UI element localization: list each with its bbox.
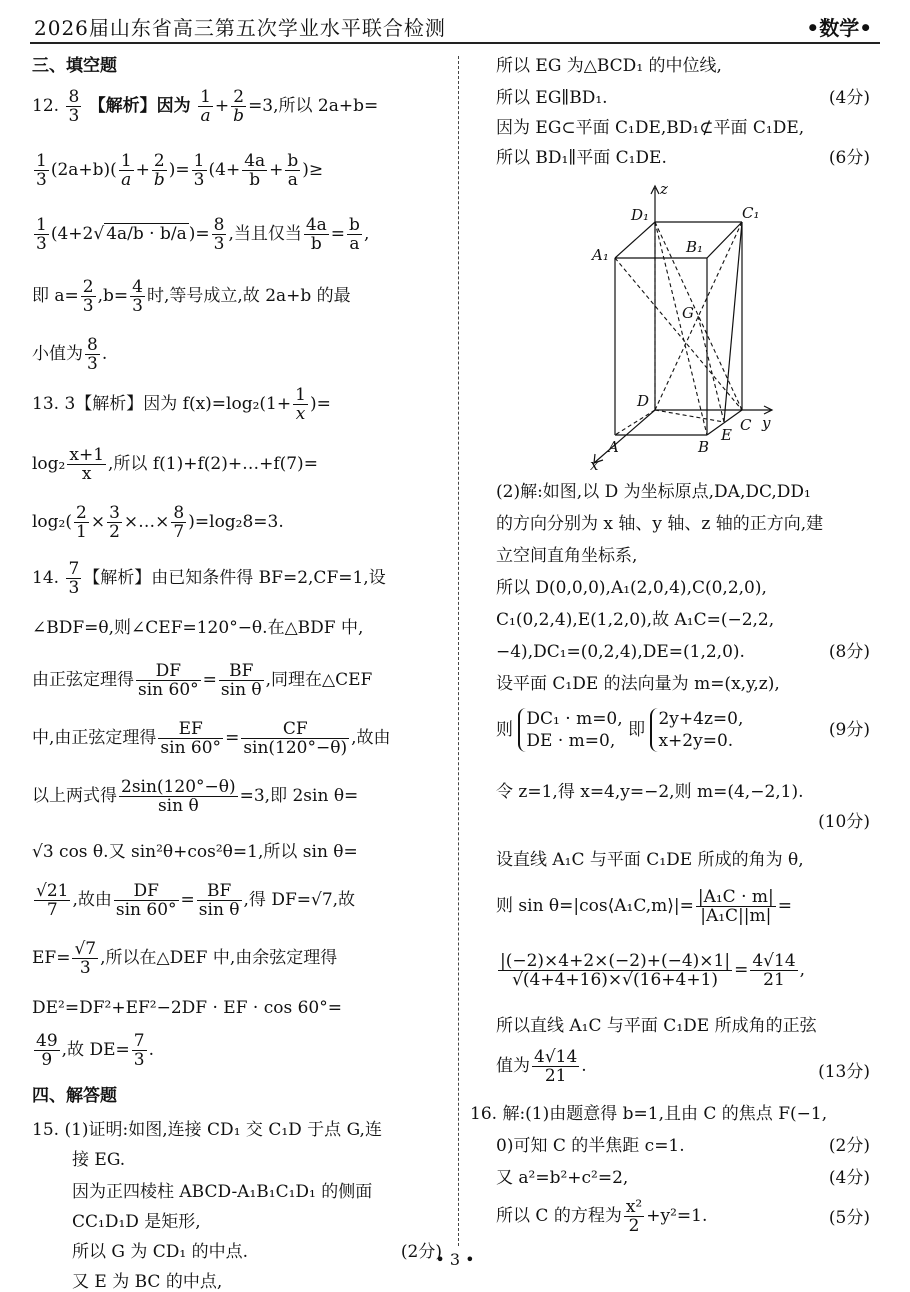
p2-line14: 值为 $\frac{4√14}{21}$ . [496,1047,587,1086]
p2-line13: 所以直线 A₁C 与平面 C₁DE 所成角的正弦 [496,1016,817,1036]
p2-score-8: (8分) [828,642,870,662]
label-C1: C₁ [742,204,760,222]
p2-line1: (2)解:如图,以 D 为坐标原点,DA,DC,DD₁ [496,482,811,502]
p2-line4: 所以 D(0,0,0),A₁(2,0,4),C(0,2,0), [496,578,767,598]
q15-score-2: (2分) [400,1242,442,1262]
p2-score-10: (10分) [818,812,870,832]
p2-score-9: (9分) [828,720,870,740]
subject-label: •数学• [806,16,872,40]
exam-title: 2026届山东省高三第五次学业水平联合检测 [34,16,446,40]
page-number: • 3 • [435,1250,475,1269]
q16-line1: 16. 解:(1)由题意得 b=1,且由 C 的焦点 F(−1, [470,1104,828,1124]
q16-score-2: (2分) [828,1136,870,1156]
p2-line9: 令 z=1,得 x=4,y=−2,则 m=(4,−2,1). [496,782,804,802]
q14-line1: 14. $\frac{7}{3}$ 【解析】由已知条件得 BF=2,CF=1,设 [32,559,386,598]
r-line1: 所以 EG 为△BCD₁ 的中位线, [496,56,722,76]
q14-line5: 以上两式得 $\frac{2\sin(120^\circ-\theta)}{\text{sin θ}}$ =3,即 2sin θ= [32,777,359,816]
equation-system: 则 DC₁ · m=0, DE · m=0, 即 2y+4z=0, x+2y=0. [496,709,744,751]
label-x: x [590,456,599,470]
q16-line3: 又 a²=b²+c²=2, [496,1168,629,1188]
q14-line2: ∠BDF=θ,则∠CEF=120°−θ.在△BDF 中, [32,618,364,638]
q15-line5: 所以 G 为 CD₁ 的中点. [72,1242,249,1262]
label-B: B [698,438,710,456]
q15-line6: 又 E 为 BC 的中点, [72,1272,223,1292]
q14-line7: $\frac{√21}{7}$ ,故由 $\frac{DF}{\sin 60^\circ}$ = $\frac{BF}{\text{sin θ}}$ ,得 DF=√7,故 [36,881,356,920]
label-D1: D₁ [631,206,650,224]
prism-figure [590,180,790,470]
p2-line6: −4),DC₁=(0,2,4),DE=(1,2,0). [496,642,745,662]
q12-line1: 12. $\frac{8}{3}$ 【解析】因为 $\frac{1}{a}$ + $\frac{2}{b}$ =3,所以 2a+b= [32,87,379,126]
r-line2: 所以 EG∥BD₁. [496,88,608,108]
q16-score-4: (4分) [828,1168,870,1188]
q13-line3: log₂( $\frac{2}{1}$ × $\frac{3}{2}$ ×…× $\frac{8}{7}$ )=log₂8=3. [32,503,284,542]
p2-line12: $\frac{|(-2)\times 4+2\times(-2)+(-4)\times 1|}{√(4+4+16)\times√(16+4+1)}$ = $\frac{4√14}{21}$ , [500,951,806,990]
label-A1: A₁ [592,246,609,264]
q14-line3: 由正弦定理得 $\frac{DF}{\sin 60^\circ}$ = $\frac{BF}{\text{sin θ}}$ ,同理在△CEF [32,661,373,700]
p2-line10: 设直线 A₁C 与平面 C₁DE 所成的角为 θ, [496,850,804,870]
q16-line2: 0)可知 C 的半焦距 c=1. [496,1136,685,1156]
p2-score-13: (13分) [818,1062,870,1082]
r-score-6: (6分) [828,148,870,168]
p2-line5: C₁(0,2,4),E(1,2,0),故 A₁C=(−2,2, [496,610,775,630]
q15-line2: 接 EG. [72,1150,126,1170]
q13-line1: 13. 3【解析】因为 f(x)=log₂(1+ $\frac{1}{x}$ )= [32,385,331,424]
label-E: E [721,426,732,444]
r-score-4: (4分) [828,88,870,108]
r-line4: 所以 BD₁∥平面 C₁DE. [496,148,667,168]
q16-score-5: (5分) [828,1208,870,1228]
q12-line2: $\frac{1}{3}$ (2a+b)( $\frac{1}{a}$ + $\frac{2}{b}$ )= $\frac{1}{3}$ (4+ $\frac{4a}{b}$ + $\frac{b}{a}$ )≥ [36,151,324,190]
label-y: y [762,414,771,432]
q15-line3: 因为正四棱柱 ABCD-A₁B₁C₁D₁ 的侧面 [72,1182,373,1202]
section-answer-heading: 四、解答题 [32,1086,117,1106]
q15-line1: 15. (1)证明:如图,连接 CD₁ 交 C₁D 于点 G,连 [32,1120,382,1140]
label-z: z [660,180,668,198]
label-C: C [740,416,752,434]
q12-line4: 即 a= $\frac{2}{3}$ ,b= $\frac{4}{3}$ 时,等号成立,故 2a+b 的最 [32,277,351,316]
section-fill-in-heading: 三、填空题 [32,56,117,76]
label-B1: B₁ [686,238,704,256]
column-divider [458,56,459,1246]
label-G: G [682,304,694,322]
q14-line4: 中,由正弦定理得 $\frac{EF}{\sin 60^\circ}$ = $\frac{CF}{\sin(120^\circ-\theta)}$ ,故由 [32,719,391,758]
q13-line2: log₂ $\frac{x+1}{x}$ ,所以 f(1)+f(2)+…+f(7)= [32,445,318,484]
r-line3: 因为 EG⊂平面 C₁DE,BD₁⊄平面 C₁DE, [496,118,805,138]
q14-line9: DE²=DF²+EF²−2DF · EF · cos 60°= [32,998,342,1018]
label-D: D [637,392,650,410]
q14-line10: $\frac{49}{9}$ ,故 DE= $\frac{7}{3}$ . [36,1031,154,1070]
q12-line3: $\frac{1}{3}$ (4+2√ 4a/b · b/a )= $\frac{8}{3}$ ,当且仅当 $\frac{4a}{b}$ = $\frac{b}{a}$ , [36,215,370,254]
p2-line2: 的方向分别为 x 轴、y 轴、z 轴的正方向,建 [496,514,824,534]
q15-line4: CC₁D₁D 是矩形, [72,1212,201,1232]
q16-line4: 所以 C 的方程为 $\frac{\text{x²}}{2}$ +y²=1. [496,1197,708,1236]
label-A: A [608,438,619,456]
q14-line8: EF= $\frac{√7}{3}$ ,所以在△DEF 中,由余弦定理得 [32,939,338,978]
header-rule [30,42,880,44]
p2-line7: 设平面 C₁DE 的法向量为 m=(x,y,z), [496,674,780,694]
x-axis [594,410,655,463]
q14-line6: √3 cos θ.又 sin²θ+cos²θ=1,所以 sin θ= [32,842,358,862]
q12-line5: 小值为 $\frac{8}{3}$ . [32,335,108,374]
p2-line3: 立空间直角坐标系, [496,546,638,566]
p2-line11: 则 sin θ=|cos⟨A₁C,m⟩|= $\frac{\text{|A₁C · m|}}{\text{|A₁C||m|}}$ = [496,887,792,926]
